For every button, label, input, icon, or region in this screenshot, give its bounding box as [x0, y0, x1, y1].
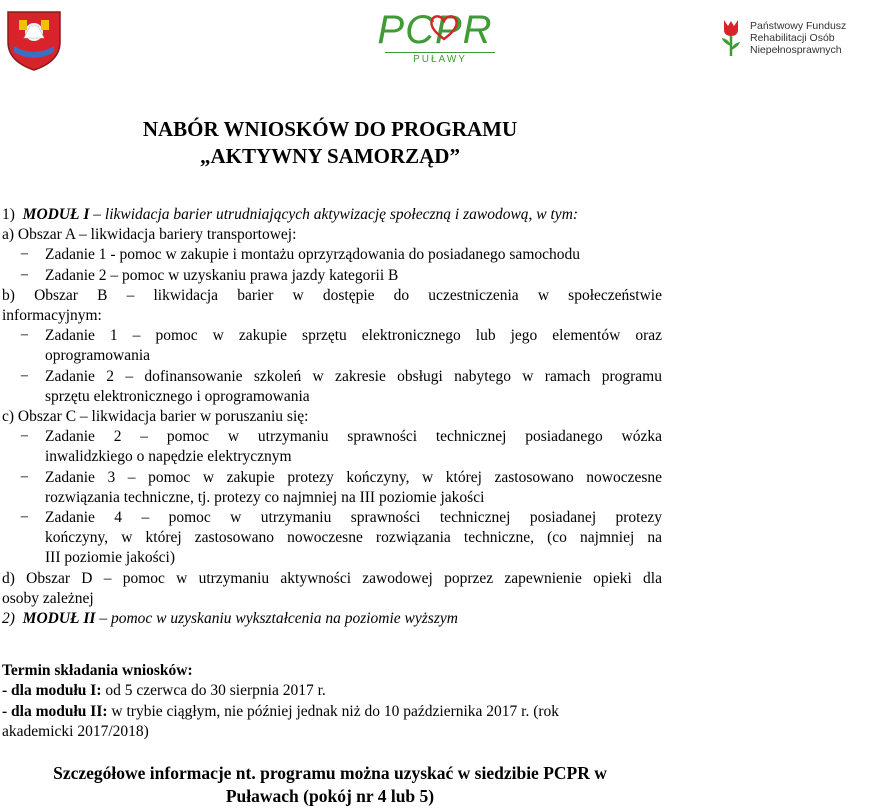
pfron-line-2: Rehabilitacji Osób [750, 32, 835, 44]
area-b-task-1-line-1: Zadanie 1 – pomoc w zakupie sprzętu elektronicznego lub jego elementów oraz [45, 327, 662, 345]
area-a-task-1: Zadanie 1 - pomoc w zakupie i montażu oprzyrządowania do posiadanego samochodu [45, 246, 580, 264]
pcpr-logo-city: PUŁAWY [385, 52, 495, 65]
area-d-line-2: osoby zależnej [2, 589, 94, 607]
area-c-task-2-line-2: inwalidzkiego o napędzie elektrycznym [45, 448, 292, 466]
title-line-2: „AKTYWNY SAMORZĄD” [200, 144, 460, 168]
footer-info [0, 762, 660, 808]
document-body [2, 205, 662, 742]
list-item [2, 427, 662, 467]
deadline-module-2-cont: akademicki 2017/2018) [2, 722, 149, 740]
module-2-label: MODUŁ II [22, 610, 96, 628]
area-c-task-3-line-1: Zadanie 3 – pomoc w zakupie protezy kończyny, w której zastosowano nowoczesne [45, 468, 662, 486]
deadline-module-1-text: od 5 czerwca do 30 sierpnia 2017 r. [101, 682, 326, 700]
list-item [2, 367, 662, 407]
bullet-dash: − [20, 266, 29, 284]
pfron-line-3: Niepełnosprawnych [750, 44, 842, 56]
module-1-label: MODUŁ I [22, 206, 90, 223]
bullet-dash: − [20, 468, 29, 486]
list-item [2, 266, 662, 286]
coat-of-arms-icon [4, 6, 64, 72]
deadline-heading: Termin składania wniosków: [2, 662, 193, 680]
bullet-dash: − [20, 246, 29, 264]
footer-line-2: Puławach (pokój nr 4 lub 5) [225, 786, 435, 806]
pcpr-logo [365, 8, 505, 70]
area-c-task-2-line-1: Zadanie 2 – pomoc w utrzymaniu sprawności technicznej posiadanego wózka [45, 428, 662, 446]
deadline-module-2 [2, 702, 662, 722]
deadline-module-2-label: - dla modułu II: [2, 702, 108, 720]
pcpr-logo-text: PCPR [377, 8, 493, 52]
module-1-number: 1) [2, 206, 15, 223]
area-b-heading-2: informacyjnym: [2, 307, 102, 325]
area-c-heading: c) Obszar C – likwidacja barier w poruszaniu się: [2, 408, 309, 426]
list-item [2, 326, 662, 366]
module-1-heading [2, 205, 662, 225]
bullet-dash: − [20, 428, 29, 446]
area-b-task-2-line-1: Zadanie 2 – dofinansowanie szkoleń w zakresie obsługi nabytego w ramach programu [45, 367, 662, 385]
header [0, 0, 883, 80]
area-d-line-1: d) Obszar D – pomoc w utrzymaniu aktywności zawodowej poprzez zapewnienie opieki dla [2, 569, 662, 587]
pfron-line-1: Państwowy Fundusz [750, 20, 847, 32]
area-b-task-1-line-2: oprogramowania [45, 347, 151, 365]
area-c-task-4-line-3: III poziomie jakości) [45, 549, 175, 567]
module-2-desc: – pomoc w uzyskaniu wykształcenia na poziomie wyższym [95, 610, 458, 628]
module-1-desc: – likwidacja barier utrudniających aktywizację społeczną i zawodową, w tym: [89, 206, 579, 223]
list-item [2, 245, 662, 265]
area-a-task-2: Zadanie 2 – pomoc w uzyskaniu prawa jazdy kategorii B [45, 266, 399, 284]
area-c-task-3-line-2: rozwiązania techniczne, tj. protezy co najmniej na III poziomie jakości [45, 488, 485, 506]
footer-line-1: Szczegółowe informacje nt. programu można uzyskać w siedzibie PCPR w [53, 763, 607, 783]
bullet-dash: − [20, 327, 29, 345]
list-item [2, 508, 662, 569]
bullet-dash: − [20, 367, 29, 385]
bullet-dash: − [20, 509, 29, 527]
area-a-heading: a) Obszar A – likwidacja bariery transportowej: [2, 226, 297, 244]
title-line-1: NABÓR WNIOSKÓW DO PROGRAMU [142, 117, 518, 141]
tulip-icon [718, 18, 744, 58]
area-b-heading-1: b) Obszar B – likwidacja barier w dostępie do uczestniczenia w społeczeństwie [2, 286, 662, 304]
spacer [2, 629, 662, 649]
deadline-module-1-label: - dla modułu I: [2, 682, 102, 700]
area-b-task-2-line-2: sprzętu elektronicznego i oprogramowania [45, 387, 310, 405]
heart-icon [429, 12, 459, 42]
deadline-module-1 [2, 681, 662, 701]
area-c-task-4-line-1: Zadanie 4 – pomoc w utrzymaniu sprawności technicznej posiadanej protezy [45, 509, 662, 527]
pfron-logo-text [750, 20, 846, 56]
page-title [0, 116, 660, 170]
pfron-logo [718, 18, 883, 62]
module-2-heading [2, 609, 662, 629]
deadline-module-2-text: w trybie ciągłym, nie później jednak niż do 10 października 2017 r. (rok [107, 702, 560, 720]
spacer [2, 649, 662, 661]
list-item [2, 468, 662, 508]
module-2-number: 2) [2, 610, 15, 628]
area-c-task-4-line-2: kończyny, w której zastosowano nowoczesne rozwiązania techniczne, (co najmniej na [45, 529, 662, 547]
